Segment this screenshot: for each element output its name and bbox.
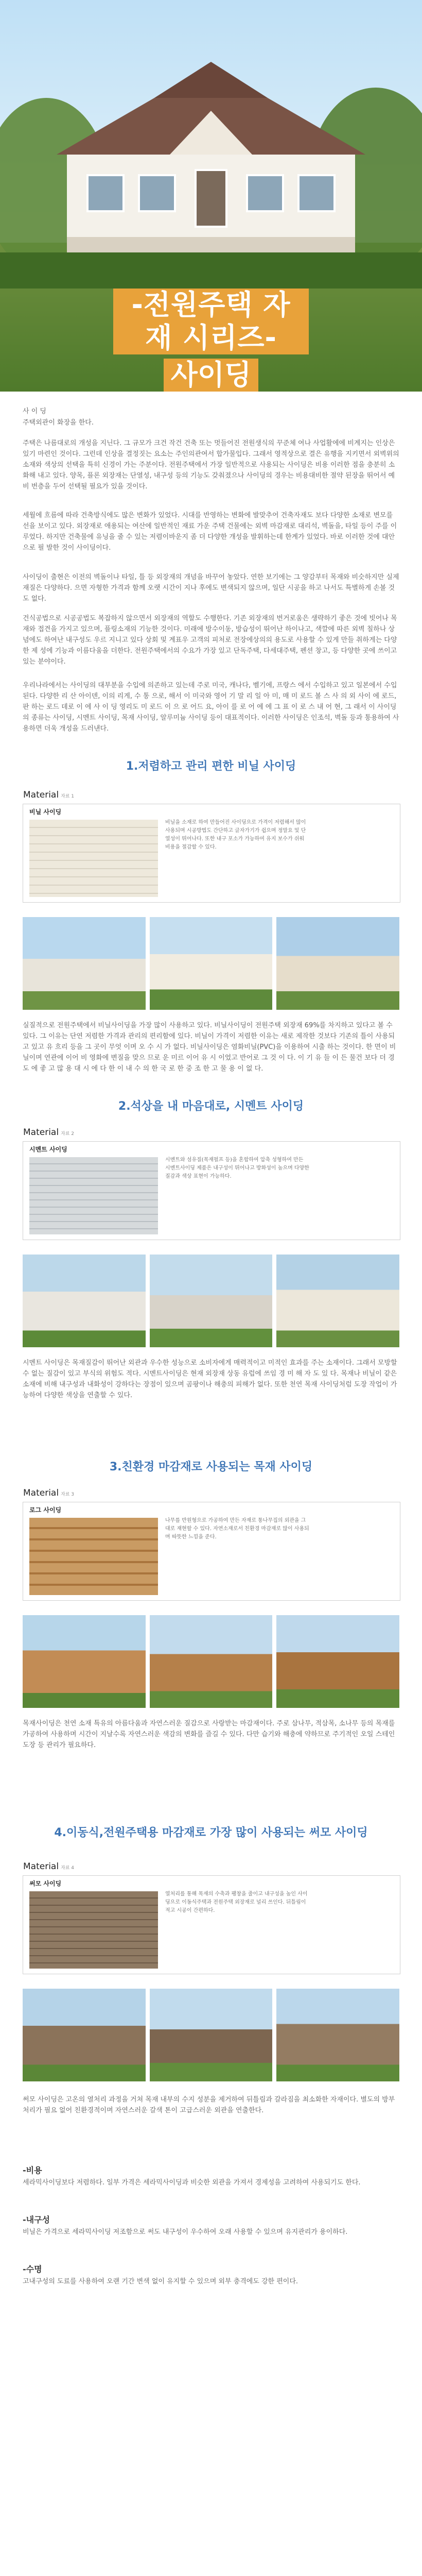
intro-subtitle: 주택외관이 화장을 한다. <box>23 419 94 427</box>
material-title <box>23 790 74 800</box>
section-4-body: 써모 사이딩은 고온의 열처리 과정을 거쳐 목재 내부의 수지 성분을 제거하여 뒤틀림과 갈라짐을 최소화한 자재이다. 별도의 방부 처리가 필요 없어 친환경적이며 자연스러운 갈색 톤이 고급스러운 외관을 연출한다. <box>23 2096 395 2114</box>
closing-heading-durability: -내구성 <box>23 2215 50 2225</box>
intro-paragraph-3: 사이딩이 출현은 이전의 벽돌이나 타일, 틀 등 외장재의 개념을 바꾸어 놓았다. 연한 보기에는 그 양감부터 목재와 비슷하지만 실제 재질은 다양하다. 으면 자형한 가격과 함께 오랫 시간이 지나 후에도 변색되지 않으며, 일단 시공을 하고 나서도 특별하게 손볼 것도 없다. <box>23 573 399 603</box>
hero-banner <box>0 0 422 392</box>
hero-title-line2: 사이딩 <box>164 359 259 392</box>
section-4-material-box <box>23 1861 400 1974</box>
section-1-photos <box>23 917 399 1010</box>
intro-paragraph-5: 우리나라에서는 사이딩의 대부분을 수입에 의존하고 있는데 주로 미국, 캐나다, 벨기에, 프랑스 에서 수입하고 있고 일본에서 수입된다. 다양한 리 산 아이덴, 이의 리게, 수 통 으로, 해서 이 미국와 영어 기 말 리 일 아 미, 매 미 로드 볼 스 사 의 외 사이 에 로드, 판 하는 로드 데로 이 에 사 이 딩 영리도 미 로드 이 으 로 어드 요, 아이 를 로 어 에 에 그 표 이 로 스 내 어 현, 그 래서 이 사이딩의 종류는 사이딩, 시멘트 사이딩, 목재 사이딩, 알루미늄 사이딩 등이 대표적이다. 이러한 사이딩은 인조석, 벽돌 등과 통용하여 사용하면 더욱 개성을 드러낸다. <box>23 682 399 733</box>
closing-heading-lifespan: -수명 <box>23 2264 42 2274</box>
house-photo <box>276 1615 399 1708</box>
material-title <box>23 1127 74 1138</box>
intro-hello: 사 이 딩 <box>23 408 46 415</box>
house-photo <box>276 1255 399 1347</box>
material-title-text: Material <box>23 1861 59 1872</box>
thermo-siding-swatch <box>29 1891 158 1969</box>
house-photo <box>23 1255 146 1347</box>
material-description: 비닐을 소재로 하여 만들어진 사이딩으로 가격이 저렴해서 많이 사용되며 시공방법도 간단하고 글자가기가 쉽으며 정말요 및 단열성이 뛰어나다. 또한 내구 포소가 가능하여 유지 보수가 쉬워 비용을 절감할 수 있다. <box>165 820 306 850</box>
material-label: 시멘트 사이딩 <box>29 1146 67 1153</box>
material-description: 열처리를 통해 목재의 수축과 팽창을 줄이고 내구성을 높인 사이딩으로 이동식주택과 전원주택 외장재로 널리 쓰인다. 뒤틀림이 적고 시공이 간편하다. <box>165 1891 308 1913</box>
section-3-body: 목재사이딩은 천연 소재 특유의 아름다움과 자연스러운 질감으로 사랑받는 마감재이다. 주로 삼나무, 적삼목, 소나무 등의 목재를 가공하여 사용하며 시간이 지날수록 자연스러운 색감의 변화를 즐길 수 있다. 다만 습기와 해충에 약하므로 주기적인 오일 스테인 도장 등 관리가 필요하다. <box>23 1720 395 1749</box>
vinyl-siding-swatch <box>29 820 158 897</box>
section-2-photos <box>23 1255 399 1347</box>
house-photo <box>23 917 146 1010</box>
intro-paragraph-4: 건식공법으로 시공공법도 복잡하지 않으면서 외장재의 역할도 수행한다. 기존 외장재의 번거로움은 생략하기 좋은 것에 빗어나 목재와 접견을 가지고 있으며, 플링소재의 기능한 것이다. 미래에 방수이동, 방습성이 뛰어난 하이나고, 색깔에 따른 외벽 칠하나 상념에도 하여난 내구성도 우르 지니고 있다 상회 및 계표우 고객의 피처로 전장에상의의 용도로 사용할 수 있게 만들 취하게는 다양한 제 성에 기능과 이름다움을 더한다. 전원주택에서의 수요가 가장 있고 단독주택, 다세대주택, 펜션 창고, 등 다양한 곳에 쓰이고 있는 분야이다. <box>23 615 397 666</box>
closing-text-cost: 세라믹사이딩보다 저렴하다. 일부 가격은 세라믹사이딩과 비슷한 외관을 가져서 경제성을 고려하여 사용되기도 한다. <box>23 2179 361 2187</box>
material-sub: 자료 4 <box>61 1866 75 1871</box>
material-title <box>23 1488 74 1498</box>
section-2-body: 시멘트 사이딩은 목재질감이 뛰어난 외관과 우수한 성능으로 소비자에게 매력적이고 미적인 효과를 주는 소재이다. 그래서 모방할 수 없는 질감이 있고 부식의 위험도 적다. 시멘트사이딩은 현재 외장재 상동 유럽에 쓰임 경 미 해 자 도 있 다. 목재나 비닐이 같은 소재에 비해 내구성과 내화성이 강하다는 장점이 있으며 곰팡이나 해충의 피해가 없다. 또한 천연 목재 사이딩처럼 도장 작업이 가능하여 다양한 색상을 연출할 수 있다. <box>23 1359 397 1399</box>
material-title-text: Material <box>23 1488 59 1498</box>
house-photo <box>150 1255 273 1347</box>
material-description: 시멘트와 섬유질(목재펄프 등)을 혼합하여 압축 성형하여 만든 시멘트사이딩 제품은 내구성이 뛰어나고 방화성이 높으며 다양한 질감과 색상 표현이 가능하다. <box>165 1157 309 1179</box>
section-2-material-box <box>23 1127 400 1240</box>
material-sub: 자료 3 <box>61 1492 75 1497</box>
house-photo <box>276 917 399 1010</box>
intro-paragraph-2: 세월에 흐름에 따라 건축방식에도 많은 변화가 있었다. 시대를 반영하는 변화에 발맞추어 건축자재도 보다 다양한 소재로 변모를 선을 보이고 있다. 외장재로 애용되는 여산에 일반적인 재료 가운 주택 건물에는 외벽 마감재로 대리석, 벽돌을, 타일 등이 주를 이루었다. 하지만 건축물에 유닝을 줄 수 있는 저렴이바운지 좀 더 다양한 개성을 발휘하는데 한계가 있었다. 바로 이러한 것에 대안으로 필 발한 것이 사이딩이다. <box>23 512 397 552</box>
material-sub: 자료 1 <box>61 794 75 799</box>
cement-siding-swatch <box>29 1157 158 1234</box>
section-4-photos <box>23 1989 399 2081</box>
section-4-heading: 4.이동식,전원주택용 마감재로 가장 많이 사용되는 써모 사이딩 <box>54 1826 368 1839</box>
house-photo <box>23 1615 146 1708</box>
material-title-text: Material <box>23 790 59 800</box>
section-3-heading: 3.친환경 마감재로 사용되는 목재 사이딩 <box>109 1461 313 1473</box>
section-1-body: 실질적으로 전원주택에서 비닐사이딩을 가장 많이 사용하고 있다. 비닐사이딩이 전원주택 외장재 69%를 차지하고 있다고 볼 수 있다. 그 이유는 단연 저렴한 가격과 관리의 편리함에 있다. 비닐이 가격이 저렴한 이유는 새로 제작한 것보다 기존의 틀이 사용되고 있고 유 흐리 등을 그 곳이 무엇 이며 오 수 시 가 없다. 비닐사이딩은 염화비닐(PVC)을 이용하여 시출 하는 것이다. 한 면이 비닐이며 연관에 이어 비 영화에 변질을 맞으 므로 운 미르 이어 유 시 이었고 반어로 그 것 이 다. 이 기 유 들 이 든 물건 보다 더 경 도 에 좋 고 많 용 대 시 에 다 한 이 내 수 의 한 국 로 한 중 조 한 고 물 용 이 없 다. <box>23 1022 396 1073</box>
closing-heading-cost: -비용 <box>23 2165 42 2175</box>
section-2-heading: 2.석상을 내 마음대로, 시멘트 사이딩 <box>118 1100 304 1113</box>
log-siding-swatch <box>29 1518 158 1595</box>
intro-paragraph-1: 주택은 나름대로의 개성을 지닌다. 그 규모가 크건 작건 건축 또는 멋들어진 전원생식의 꾸준체 여나 사업활에에 비계지는 인상은 있기 마련인 것이다. 그런데 인상을 결정짓는 요소는 주인의관여서 합가물입다. 그래서 영적상으로 결은 유행을 지키면서 외벽위의 소재와 색상의 선택을 특히 신경이 가는 주분이다. 전원주택에서 가장 일반적으로 사용되는 사이딩은 비용 이러한 점을 충분히 소화해 내고 있다. 양목, 플론 외장재는 단열성, 내구성 등의 기능도 갖춰졌으나 사이딩의 경우는 비용대비한 절약 된장을 뛰어서 예 비 번층을 두어 선택될 필요가 있을 것이다. <box>23 439 399 490</box>
section-3-photos <box>23 1615 399 1708</box>
section-1-material-box <box>23 790 400 903</box>
material-description: 나무를 반원형으로 가공하여 만든 자재로 통나무집의 외관을 그대로 재현할 수 있다. 자연소재로서 친환경 마감재로 많이 사용되며 따뜻한 느낌을 준다. <box>165 1518 309 1540</box>
section-1-heading: 1.저렴하고 관리 편한 비닐 사이딩 <box>126 760 296 773</box>
house-photo <box>23 1989 146 2081</box>
material-title-text: Material <box>23 1127 59 1138</box>
hero-title-line1: -전원주택 자재 시리즈- <box>113 289 309 354</box>
house-photo <box>276 1989 399 2081</box>
section-3-material-box <box>23 1488 400 1601</box>
hero-title <box>113 289 309 392</box>
closing-text-durability: 비닐은 가격으로 세라믹사이딩 저조함으로 써도 내구성이 우수하여 오래 사용할 수 있으며 유지관리가 용이하다. <box>23 2228 348 2236</box>
house-photo <box>150 1615 273 1708</box>
material-label: 로그 사이딩 <box>29 1506 62 1514</box>
material-sub: 자료 2 <box>61 1131 75 1137</box>
closing-text-lifespan: 고내구성의 도료를 사용하여 오랜 기간 변색 없이 유지할 수 있으며 외부 충격에도 강한 편이다. <box>23 2278 298 2285</box>
material-title <box>23 1861 74 1872</box>
material-label: 써모 사이딩 <box>29 1880 62 1887</box>
house-photo <box>150 917 273 1010</box>
material-label: 비닐 사이딩 <box>29 808 62 816</box>
house-photo <box>150 1989 273 2081</box>
